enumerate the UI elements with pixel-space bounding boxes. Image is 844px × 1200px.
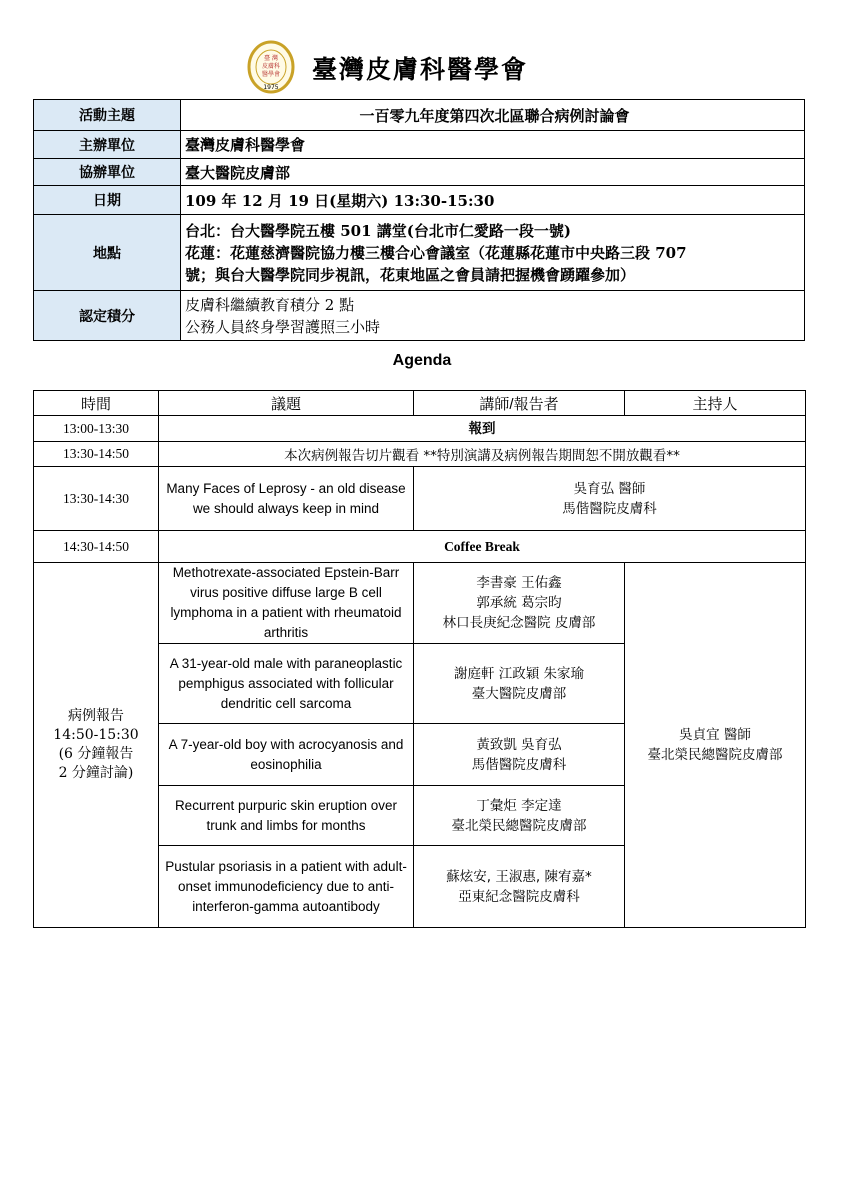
case-topic: A 31-year-old male with paraneoplastic pemphigus associated with follicular dendritic cell sarcoma (159, 644, 414, 724)
agenda-header-row (34, 391, 806, 416)
svg-text:臺 灣: 臺 灣 (264, 55, 278, 62)
organizer-value: 臺灣皮膚科醫學會 (181, 131, 805, 159)
location-row (34, 215, 805, 291)
society-title: 臺灣皮膚科醫學會 (312, 55, 529, 84)
association-seal-icon (246, 40, 296, 96)
location-line: 台北：台大醫學院五樓 501 講堂(台北市仁愛路一段一號) (185, 221, 571, 240)
theme-row (34, 100, 805, 131)
theme-label: 活動主題 (34, 100, 181, 131)
case-session-note: (6 分鐘報告 (58, 746, 134, 762)
location-value (181, 215, 805, 291)
case-speaker-line: 丁彙炬 李定達 (476, 797, 562, 814)
organizer-row (34, 131, 805, 159)
case-speaker-line: 李書豪 王佑鑫 (476, 575, 562, 591)
coffee-break-time: 14:30-14:50 (34, 531, 159, 563)
registration-time: 13:00-13:30 (34, 416, 159, 442)
moderator-line: 臺北榮民總醫院皮膚部 (647, 747, 783, 763)
co-organizer-label: 協辦單位 (34, 159, 181, 186)
lecture-topic: Many Faces of Leprosy - an old disease we should always keep in mind (159, 467, 414, 531)
case-topic: Methotrexate-associated Epstein-Barr virus positive diffuse large B cell lymphoma in a patient with rheumatoid arthritis (159, 563, 414, 644)
theme-value: 一百零九年度第四次北區聯合病例討論會 (181, 100, 805, 131)
case-speakers (414, 724, 625, 786)
page-header (0, 38, 844, 98)
coffee-break-row (34, 531, 806, 563)
moderator-cell (625, 563, 806, 928)
location-line: 花蓮：花蓮慈濟醫院協力樓三樓合心會議室（花蓮縣花蓮市中央路三段 707 (185, 243, 687, 262)
co-organizer-value: 臺大醫院皮膚部 (181, 159, 805, 186)
case-row (34, 563, 806, 644)
location-label: 地點 (34, 215, 181, 291)
case-speakers (414, 846, 625, 928)
agenda-title: Agenda (392, 352, 452, 369)
credits-value (181, 291, 805, 341)
case-topic: A 7-year-old boy with acrocyanosis and eosinophilia (159, 724, 414, 786)
header-topic: 議題 (159, 391, 414, 416)
svg-text:醫學會: 醫學會 (261, 71, 281, 78)
case-speakers (414, 786, 625, 846)
case-session-label: 病例報告 (68, 708, 124, 724)
event-info-table (33, 99, 805, 341)
credits-line: 公務人員終身學習護照三小時 (185, 317, 381, 336)
case-speaker-line: 亞東紀念醫院皮膚科 (458, 888, 580, 905)
date-row (34, 186, 805, 215)
header-speaker: 講師/報告者 (414, 391, 625, 416)
case-speaker-line: 蘇炫安, 王淑惠, 陳宥嘉* (446, 868, 592, 885)
lecture-speaker-line: 吳育弘 醫師 (573, 480, 646, 497)
lecture-speaker (414, 467, 806, 531)
case-speaker-line: 馬偕醫院皮膚科 (471, 756, 567, 773)
case-topic: Recurrent purpuric skin eruption over trunk and limbs for months (159, 786, 414, 846)
case-speakers (414, 644, 625, 724)
agenda-table (33, 390, 806, 928)
location-line: 號；與台大醫學院同步視訊，花東地區之會員請把握機會踴躍參加） (185, 265, 636, 284)
lecture-time: 13:30-14:30 (34, 467, 159, 531)
header-moderator: 主持人 (625, 391, 806, 416)
case-session-time (34, 563, 159, 928)
case-speaker-line: 謝庭軒 江政穎 朱家瑜 (453, 665, 585, 682)
date-value: 109 年 12 月 19 日(星期六) 13:30-15:30 (181, 186, 805, 215)
credits-label: 認定積分 (34, 291, 181, 341)
case-speaker-line: 臺北榮民總醫院皮膚部 (451, 817, 587, 834)
case-speaker-line: 郭承統 葛宗昀 (476, 595, 562, 611)
svg-text:1975: 1975 (263, 84, 279, 91)
case-speaker-line: 林口長庚紀念醫院 皮膚部 (442, 615, 596, 631)
registration-row (34, 416, 806, 442)
case-speaker-line: 臺大醫院皮膚部 (471, 685, 567, 702)
case-session-range: 14:50-15:30 (53, 727, 139, 743)
svg-text:皮膚科: 皮膚科 (261, 63, 281, 70)
case-speakers (414, 563, 625, 644)
case-session-note: 2 分鐘討論) (58, 765, 134, 781)
case-topic: Pustular psoriasis in a patient with adult-onset immunodeficiency due to anti-interferon-gamma autoantibody (159, 846, 414, 928)
lecture-row (34, 467, 806, 531)
slide-viewing-time: 13:30-14:50 (34, 442, 159, 467)
slide-viewing-row (34, 442, 806, 467)
credits-row (34, 291, 805, 341)
organizer-label: 主辦單位 (34, 131, 181, 159)
lecture-speaker-line: 馬偕醫院皮膚科 (562, 500, 657, 517)
slide-viewing-text: 本次病例報告切片觀看 **特別演講及病例報告期間恕不開放觀看** (159, 442, 806, 467)
coffee-break-label: Coffee Break (159, 531, 806, 563)
credits-line: 皮膚科繼續教育積分 2 點 (185, 295, 355, 314)
date-label: 日期 (34, 186, 181, 215)
registration-label: 報到 (159, 416, 806, 442)
case-speaker-line: 黃致凱 吳育弘 (476, 736, 562, 753)
header-time: 時間 (34, 391, 159, 416)
moderator-line: 吳貞宜 醫師 (679, 727, 751, 743)
co-organizer-row (34, 159, 805, 186)
